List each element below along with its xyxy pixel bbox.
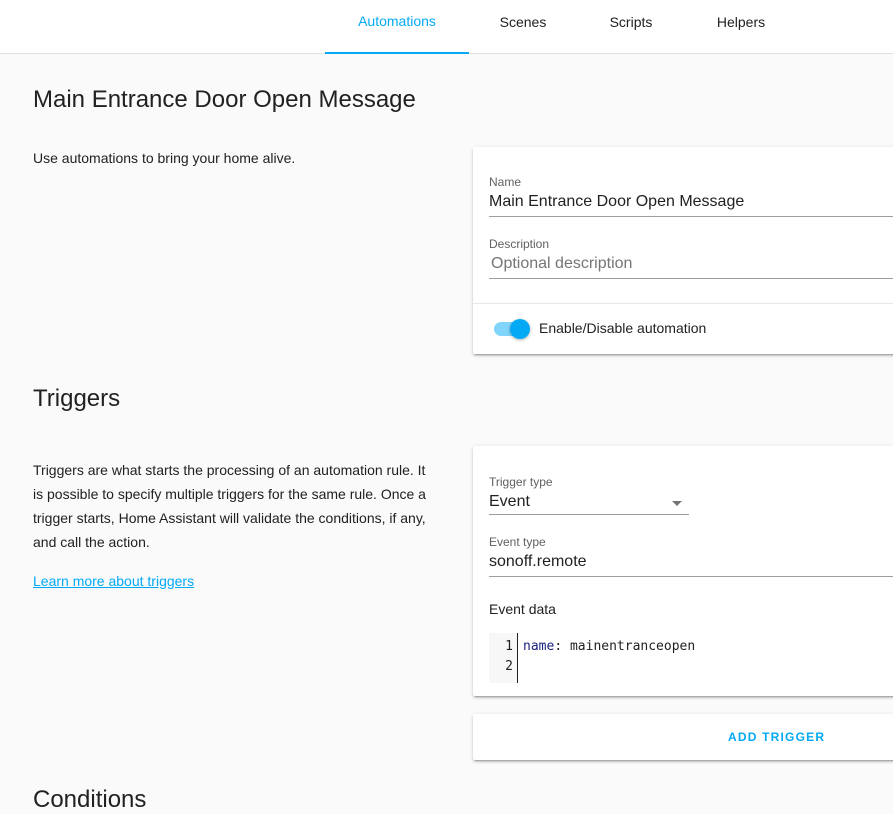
description-input[interactable] xyxy=(489,255,893,273)
trigger-type-value: Event xyxy=(489,493,530,510)
trigger-type-underline xyxy=(489,514,689,515)
top-tab-bar xyxy=(0,0,893,54)
conditions-title: Conditions xyxy=(33,786,147,813)
automation-details-card xyxy=(473,147,893,354)
event-type-field[interactable] xyxy=(489,535,893,577)
triggers-description-line: trigger starts, Home Assistant will validate the conditions, if any, xyxy=(33,510,426,526)
yaml-value: mainentranceopen xyxy=(562,639,696,654)
yaml-separator: : xyxy=(554,639,563,654)
line-number-gutter xyxy=(489,633,518,683)
triggers-description-line: and call the action. xyxy=(33,534,150,550)
name-field-underline xyxy=(489,216,893,217)
chevron-down-icon xyxy=(672,501,682,506)
learn-more-triggers-link[interactable]: Learn more about triggers xyxy=(33,573,195,589)
intro-description: Use automations to bring your home alive. xyxy=(33,150,296,166)
tab-scenes[interactable] xyxy=(469,0,577,53)
event-type-value[interactable]: sonoff.remote xyxy=(489,553,587,570)
code-line xyxy=(523,639,695,654)
yaml-key: name xyxy=(523,639,555,654)
trigger-card xyxy=(473,446,893,696)
active-tab-indicator xyxy=(325,52,469,54)
enable-automation-toggle[interactable] xyxy=(493,317,533,341)
add-trigger-button[interactable]: ADD TRIGGER xyxy=(728,730,826,744)
tab-helpers[interactable] xyxy=(685,0,797,53)
add-trigger-card xyxy=(473,714,893,760)
line-number: 1 xyxy=(505,639,513,654)
toggle-label: Enable/Disable automation xyxy=(539,320,707,336)
description-field[interactable] xyxy=(489,237,893,279)
tab-helpers-label: Helpers xyxy=(716,14,766,30)
event-type-underline xyxy=(489,576,893,577)
description-field-label: Description xyxy=(489,237,550,251)
card-divider xyxy=(473,303,893,304)
toggle-thumb xyxy=(510,319,530,339)
triggers-description-line: is possible to specify multiple triggers for the same rule. Once a xyxy=(33,486,426,502)
triggers-description xyxy=(33,458,453,554)
trigger-type-dropdown[interactable] xyxy=(489,475,689,515)
name-field-label: Name xyxy=(489,175,522,189)
tab-scenes-label: Scenes xyxy=(499,14,547,30)
tab-scripts[interactable] xyxy=(577,0,685,53)
triggers-title: Triggers xyxy=(33,385,121,412)
triggers-description-line: Triggers are what starts the processing of an automation rule. It xyxy=(33,462,426,478)
trigger-type-label: Trigger type xyxy=(489,475,553,489)
name-field[interactable] xyxy=(489,175,893,217)
page-title: Main Entrance Door Open Message xyxy=(33,86,416,113)
name-field-value[interactable]: Main Entrance Door Open Message xyxy=(489,193,745,210)
event-data-label: Event data xyxy=(489,601,556,617)
tab-automations-label: Automations xyxy=(358,13,436,29)
event-data-code-editor[interactable] xyxy=(489,633,893,683)
tab-automations[interactable] xyxy=(325,0,469,53)
line-number: 2 xyxy=(505,659,513,674)
event-type-label: Event type xyxy=(489,535,546,549)
description-field-underline xyxy=(489,278,893,279)
tab-scripts-label: Scripts xyxy=(609,14,653,30)
